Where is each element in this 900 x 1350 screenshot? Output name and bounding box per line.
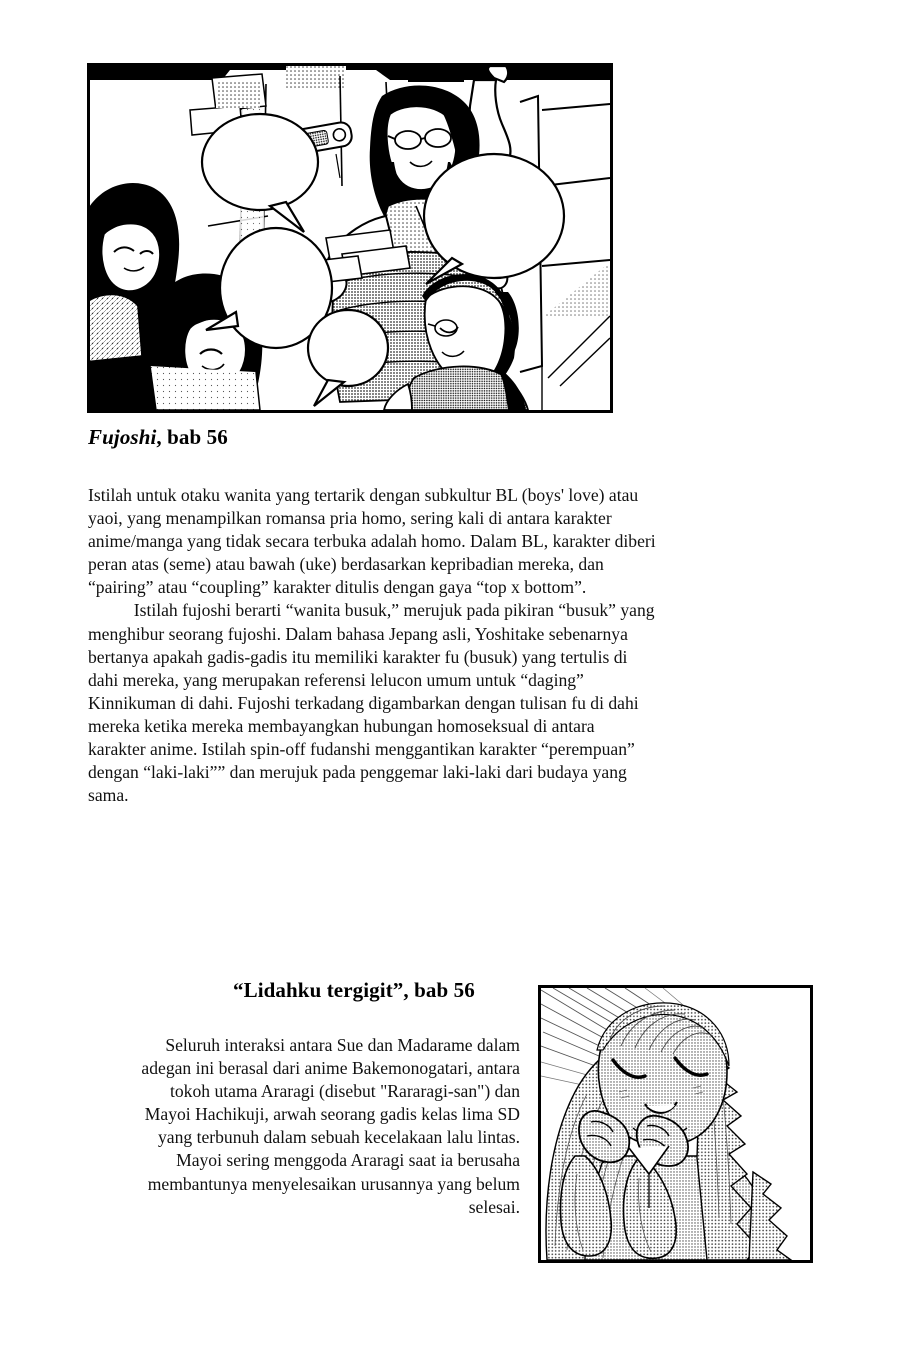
section-heading-lidahku — [233, 977, 475, 1003]
manga-artwork-lidahku — [541, 988, 810, 1260]
heading-chapter-ref: , bab 56 — [156, 425, 228, 449]
paragraph: Istilah untuk otaku wanita yang tertarik dengan subkultur BL (boys' love) atau yaoi, yang menampilkan romansa pria homo, sering kali di antara karakter anime/manga yang tidak secara terbuka adalah homo. Dalam BL, karakter diberi peran atas (seme) atau bawah (uke) berdasarkan kepribadian mereka, dan “pairing” atau “coupling” karakter ditulis dengan gaya “top x bottom”. — [88, 485, 656, 598]
manga-artwork-fujoshi — [90, 66, 610, 410]
body-text-fujoshi — [88, 484, 656, 807]
manga-panel-lidahku — [538, 985, 813, 1263]
paragraph: Seluruh interaksi antara Sue dan Madarame dalam adegan ini berasal dari anime Bakemonogatari, antara tokoh utama Araragi (disebut "Rararagi-san") dan Mayoi Hachikuji, arwah seorang gadis kelas lima SD yang terbunuh dalam sebuah kecelakaan lalu lintas. Mayoi sering menggoda Araragi saat ia berusaha membantunya menyelesaikan urusannya yang belum selesai. — [141, 1035, 520, 1217]
section-heading-fujoshi — [88, 424, 228, 450]
heading-italic-term: Fujoshi — [88, 425, 157, 449]
paragraph: Istilah fujoshi berarti “wanita busuk,” merujuk pada pikiran “busuk” yang menghibur seorang fujoshi. Dalam bahasa Jepang asli, Yoshitake sebenarnya bertanya apakah gadis-gadis itu memiliki karakter fu (busuk) yang tertulis di dahi mereka, yang merupakan referensi lelucon umum untuk “daging” Kinnikuman di dahi. Fujoshi terkadang digambarkan dengan tulisan fu di dahi mereka ketika mereka membayangkan hubungan homoseksual di antara karakter anime. Istilah spin-off fudanshi menggantikan karakter “perempuan” dengan “laki-laki”” dan merujuk pada penggemar laki-laki dari budaya yang sama. — [88, 600, 655, 806]
heading-chapter-ref: “Lidahku tergigit”, bab 56 — [233, 978, 475, 1002]
manga-panel-fujoshi — [87, 63, 613, 413]
body-text-lidahku — [132, 1034, 520, 1219]
